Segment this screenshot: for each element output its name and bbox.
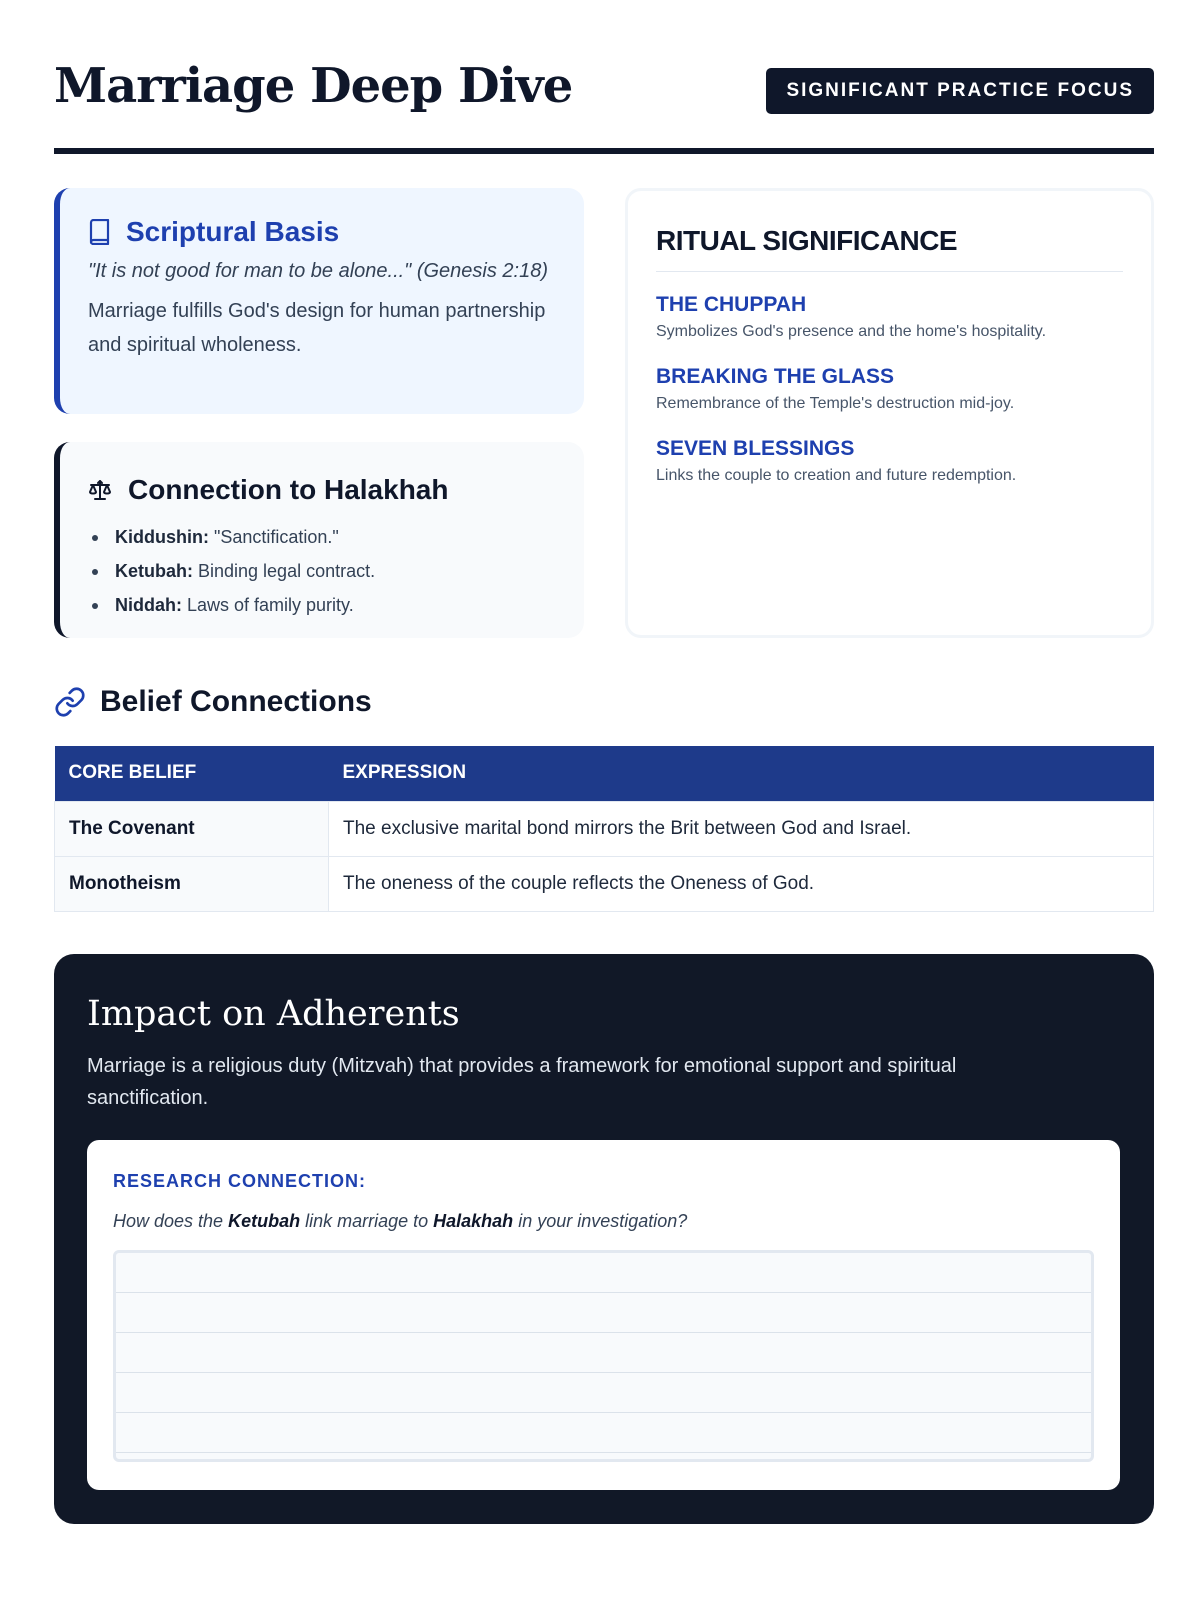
research-connection-label: RESEARCH CONNECTION: xyxy=(113,1171,367,1191)
belief-cell: Monotheism xyxy=(55,856,329,911)
ritual-name: BREAKING THE GLASS xyxy=(656,365,895,388)
page-title: Marriage Deep Dive xyxy=(54,58,573,114)
ritual-description: Symbolizes God's presence and the home's hospitality. xyxy=(656,323,1047,340)
question-text: link marriage to xyxy=(300,1211,434,1231)
belief-connections-table xyxy=(54,746,1154,912)
halakhah-title: Connection to Halakhah xyxy=(128,474,449,505)
list-item xyxy=(88,554,558,588)
page-header xyxy=(54,50,1154,154)
expression-cell: The oneness of the couple reflects the Oneness of God. xyxy=(329,856,1154,911)
book-icon xyxy=(88,219,110,245)
scriptural-basis-title: Scriptural Basis xyxy=(126,216,340,247)
question-keyword-halakhah: Halakhah xyxy=(433,1211,514,1231)
answer-writing-area[interactable] xyxy=(113,1250,1094,1462)
ritual-description: Remembrance of the Temple's destruction mid-joy. xyxy=(656,395,1015,412)
impact-title: Impact on Adherents xyxy=(87,994,460,1034)
list-item-text: Binding legal contract. xyxy=(193,561,376,581)
link-icon xyxy=(54,686,86,718)
ritual-description: Links the couple to creation and future redemption. xyxy=(656,467,1017,484)
table-row xyxy=(55,856,1154,911)
practice-focus-badge: SIGNIFICANT PRACTICE FOCUS xyxy=(766,68,1154,114)
belief-connections-header xyxy=(54,684,372,720)
list-item xyxy=(88,588,558,622)
list-item-term: Kiddushin: xyxy=(115,527,209,547)
belief-connections-title: Belief Connections xyxy=(100,685,372,718)
scriptural-basis-header xyxy=(88,214,558,250)
halakhah-list xyxy=(88,520,558,622)
column-header-expression: EXPRESSION xyxy=(329,746,1154,801)
scriptural-basis-card xyxy=(54,188,584,414)
table-header-row xyxy=(55,746,1154,801)
ritual-item-chuppah xyxy=(656,292,1123,346)
impact-section xyxy=(54,954,1154,1524)
expression-cell: The exclusive marital bond mirrors the Brit between God and Israel. xyxy=(329,801,1154,856)
list-item-term: Ketubah: xyxy=(115,561,193,581)
halakhah-header xyxy=(88,472,558,508)
belief-cell: The Covenant xyxy=(55,801,329,856)
list-item xyxy=(88,520,558,554)
scripture-explanation: Marriage fulfills God's design for human partnership and spiritual wholeness. xyxy=(88,300,546,356)
halakhah-card xyxy=(54,442,584,638)
column-header-core-belief: CORE BELIEF xyxy=(55,746,329,801)
ritual-name: SEVEN BLESSINGS xyxy=(656,437,855,460)
question-keyword-ketubah: Ketubah xyxy=(228,1211,301,1231)
table-row xyxy=(55,801,1154,856)
question-text: How does the xyxy=(113,1211,229,1231)
ritual-item-seven-blessings xyxy=(656,436,1123,490)
ritual-significance-card xyxy=(625,188,1154,638)
list-item-term: Niddah: xyxy=(115,595,182,615)
ritual-item-breaking-glass xyxy=(656,364,1123,418)
research-connection-box xyxy=(87,1140,1120,1490)
ritual-list xyxy=(656,292,1123,490)
list-item-text: "Sanctification." xyxy=(208,527,339,547)
scripture-quote: "It is not good for man to be alone..." (Genesis 2:18) xyxy=(88,260,549,282)
list-item-text: Laws of family purity. xyxy=(182,595,354,615)
impact-description: Marriage is a religious duty (Mitzvah) that provides a framework for emotional support and spiritual sanctification. xyxy=(87,1055,957,1109)
ritual-name: THE CHUPPAH xyxy=(656,293,807,316)
scales-icon xyxy=(88,478,112,502)
research-question xyxy=(113,1208,1094,1234)
ritual-significance-title: RITUAL SIGNIFICANCE xyxy=(656,223,1123,272)
question-text: in your investigation? xyxy=(513,1211,688,1231)
